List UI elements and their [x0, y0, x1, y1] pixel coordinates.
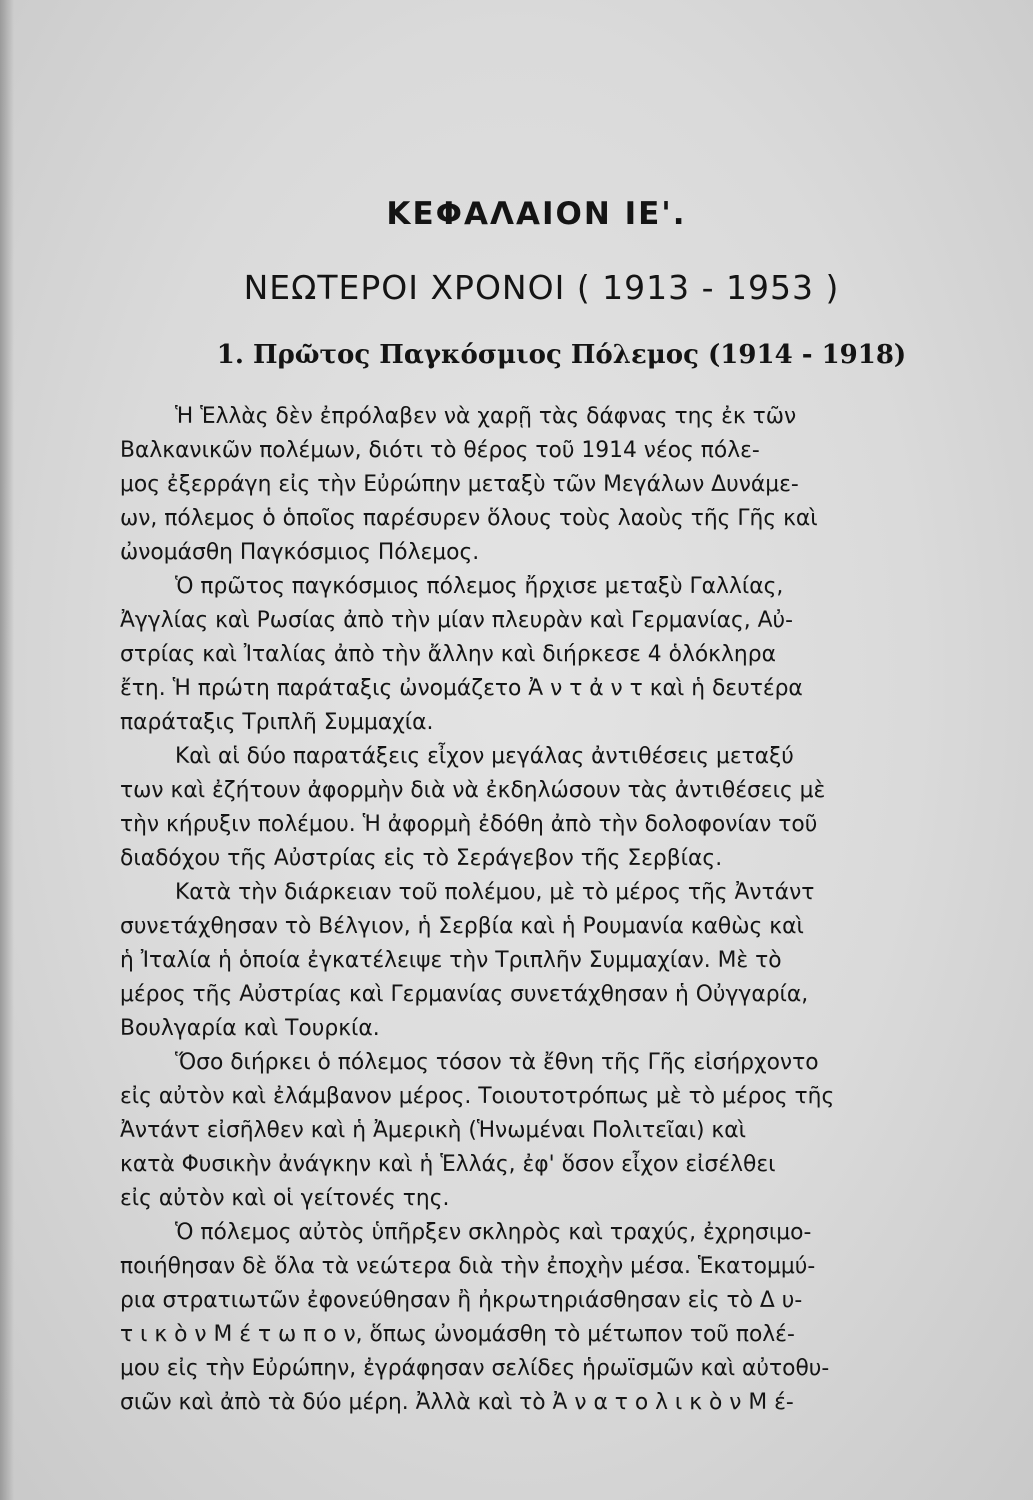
body-text [120, 400, 975, 1420]
text-line: εἰς αὐτὸν καὶ οἱ γείτονές της. [120, 1186, 450, 1211]
text-line: Ὁ πόλεμος αὐτὸς ὑπῆρξεν σκληρὸς καὶ τραχύς, ἐχρησιμο- [175, 1220, 812, 1245]
text-line: τὴν κήρυξιν πολέμου. Ἡ ἀφορμὴ ἐδόθη ἀπὸ τὴν δολοφονίαν τοῦ [120, 812, 818, 837]
chapter-subtitle: ΝΕΩΤΕΡΟΙ ΧΡΟΝΟΙ ( 1913 - 1953 ) [243, 268, 840, 307]
text-line: κατὰ Φυσικὴν ἀνάγκην καὶ ἡ Ἑλλάς, ἐφ' ὅσον εἶχον εἰσέλθει [120, 1152, 776, 1177]
text-line: Βαλκανικῶν πολέμων, διότι τὸ θέρος τοῦ 1914 νέος πόλε- [120, 438, 760, 463]
text-line: εἰς αὐτὸν καὶ ἐλάμβανον μέρος. Τοιουτοτρόπως μὲ τὸ μέρος τῆς [120, 1084, 835, 1109]
text-line: Ὁ πρῶτος παγκόσμιος πόλεμος ἤρχισε μεταξὺ Γαλλίας, [175, 574, 784, 599]
text-line: Ἡ Ἑλλὰς δὲν ἐπρόλαβεν νὰ χαρῇ τὰς δάφνας της ἐκ τῶν [175, 404, 797, 429]
text-line: των καὶ ἐζήτουν ἀφορμὴν διὰ νὰ ἐκδηλώσουν τὰς ἀντιθέσεις μὲ [120, 778, 826, 803]
text-line: Καὶ αἱ δύο παρατάξεις εἶχον μεγάλας ἀντιθέσεις μεταξύ [175, 744, 794, 769]
text-line: τ ι κ ὸ ν Μ έ τ ω π ο ν, ὅπως ὠνομάσθη τὸ μέτωπον τοῦ πολέ- [120, 1322, 795, 1347]
text-line: Ἀγγλίας καὶ Ρωσίας ἀπὸ τὴν μίαν πλευρὰν καὶ Γερμανίας, Αὐ- [120, 608, 793, 633]
text-line: ἡ Ἰταλία ἡ ὁποία ἐγκατέλειψε τὴν Τριπλῆν Συμμαχίαν. Μὲ τὸ [120, 948, 782, 973]
text-line: παράταξις Τριπλῆ Συμμαχία. [120, 710, 434, 735]
text-line: ρια στρατιωτῶν ἐφονεύθησαν ἢ ἠκρωτηριάσθησαν εἰς τὸ Δ υ- [120, 1288, 803, 1313]
text-line: μος ἐξερράγη εἰς τὴν Εὐρώπην μεταξὺ τῶν Μεγάλων Δυνάμε- [120, 472, 799, 497]
text-line: μέρος τῆς Αὐστρίας καὶ Γερμανίας συνετάχθησαν ἡ Οὐγγαρία, [120, 982, 809, 1007]
text-line: Ἀντάντ εἰσῆλθεν καὶ ἡ Ἀμερικὴ (Ἡνωμέναι Πολιτεῖαι) καὶ [120, 1118, 747, 1143]
text-line: σιῶν καὶ ἀπὸ τὰ δύο μέρη. Ἀλλὰ καὶ τὸ Ἀ ν α τ ο λ ι κ ὸ ν Μ έ- [120, 1390, 794, 1415]
text-line: συνετάχθησαν τὸ Βέλγιον, ἡ Σερβία καὶ ἡ Ρουμανία καθὼς καὶ [120, 914, 804, 939]
text-line: ποιήθησαν δὲ ὅλα τὰ νεώτερα διὰ τὴν ἐποχὴν μέσα. Ἑκατομμύ- [120, 1254, 816, 1279]
text-line: ὠνομάσθη Παγκόσμιος Πόλεμος. [120, 540, 480, 565]
section-heading: 1. Πρῶτος Παγκόσμιος Πόλεμος (1914 - 1918) [216, 340, 907, 370]
text-line: Κατὰ τὴν διάρκειαν τοῦ πολέμου, μὲ τὸ μέρος τῆς Ἀντάντ [175, 880, 815, 905]
text-line: στρίας καὶ Ἰταλίας ἀπὸ τὴν ἄλλην καὶ διήρκεσε 4 ὁλόκληρα [120, 642, 776, 667]
text-line: Βουλγαρία καὶ Τουρκία. [120, 1016, 380, 1041]
text-line: Ὅσο διήρκει ὁ πόλεμος τόσον τὰ ἔθνη τῆς Γῆς εἰσήρχοντο [175, 1050, 819, 1075]
text-line: διαδόχου τῆς Αὐστρίας εἰς τὸ Σεράγεβον τῆς Σερβίας. [120, 846, 723, 871]
text-line: μου εἰς τὴν Εὐρώπην, ἐγράφησαν σελίδες ἡρωϊσμῶν καὶ αὐτοθυ- [120, 1356, 830, 1381]
text-line: ων, πόλεμος ὁ ὁποῖος παρέσυρεν ὅλους τοὺς λαοὺς τῆς Γῆς καὶ [120, 506, 818, 531]
chapter-title: ΚΕΦΑΛΑΙΟΝ ΙΕ'. [386, 196, 687, 232]
text-line: ἔτη. Ἡ πρώτη παράταξις ὠνομάζετο Ἀ ν τ ἀ ν τ καὶ ἡ δευτέρα [120, 676, 803, 701]
